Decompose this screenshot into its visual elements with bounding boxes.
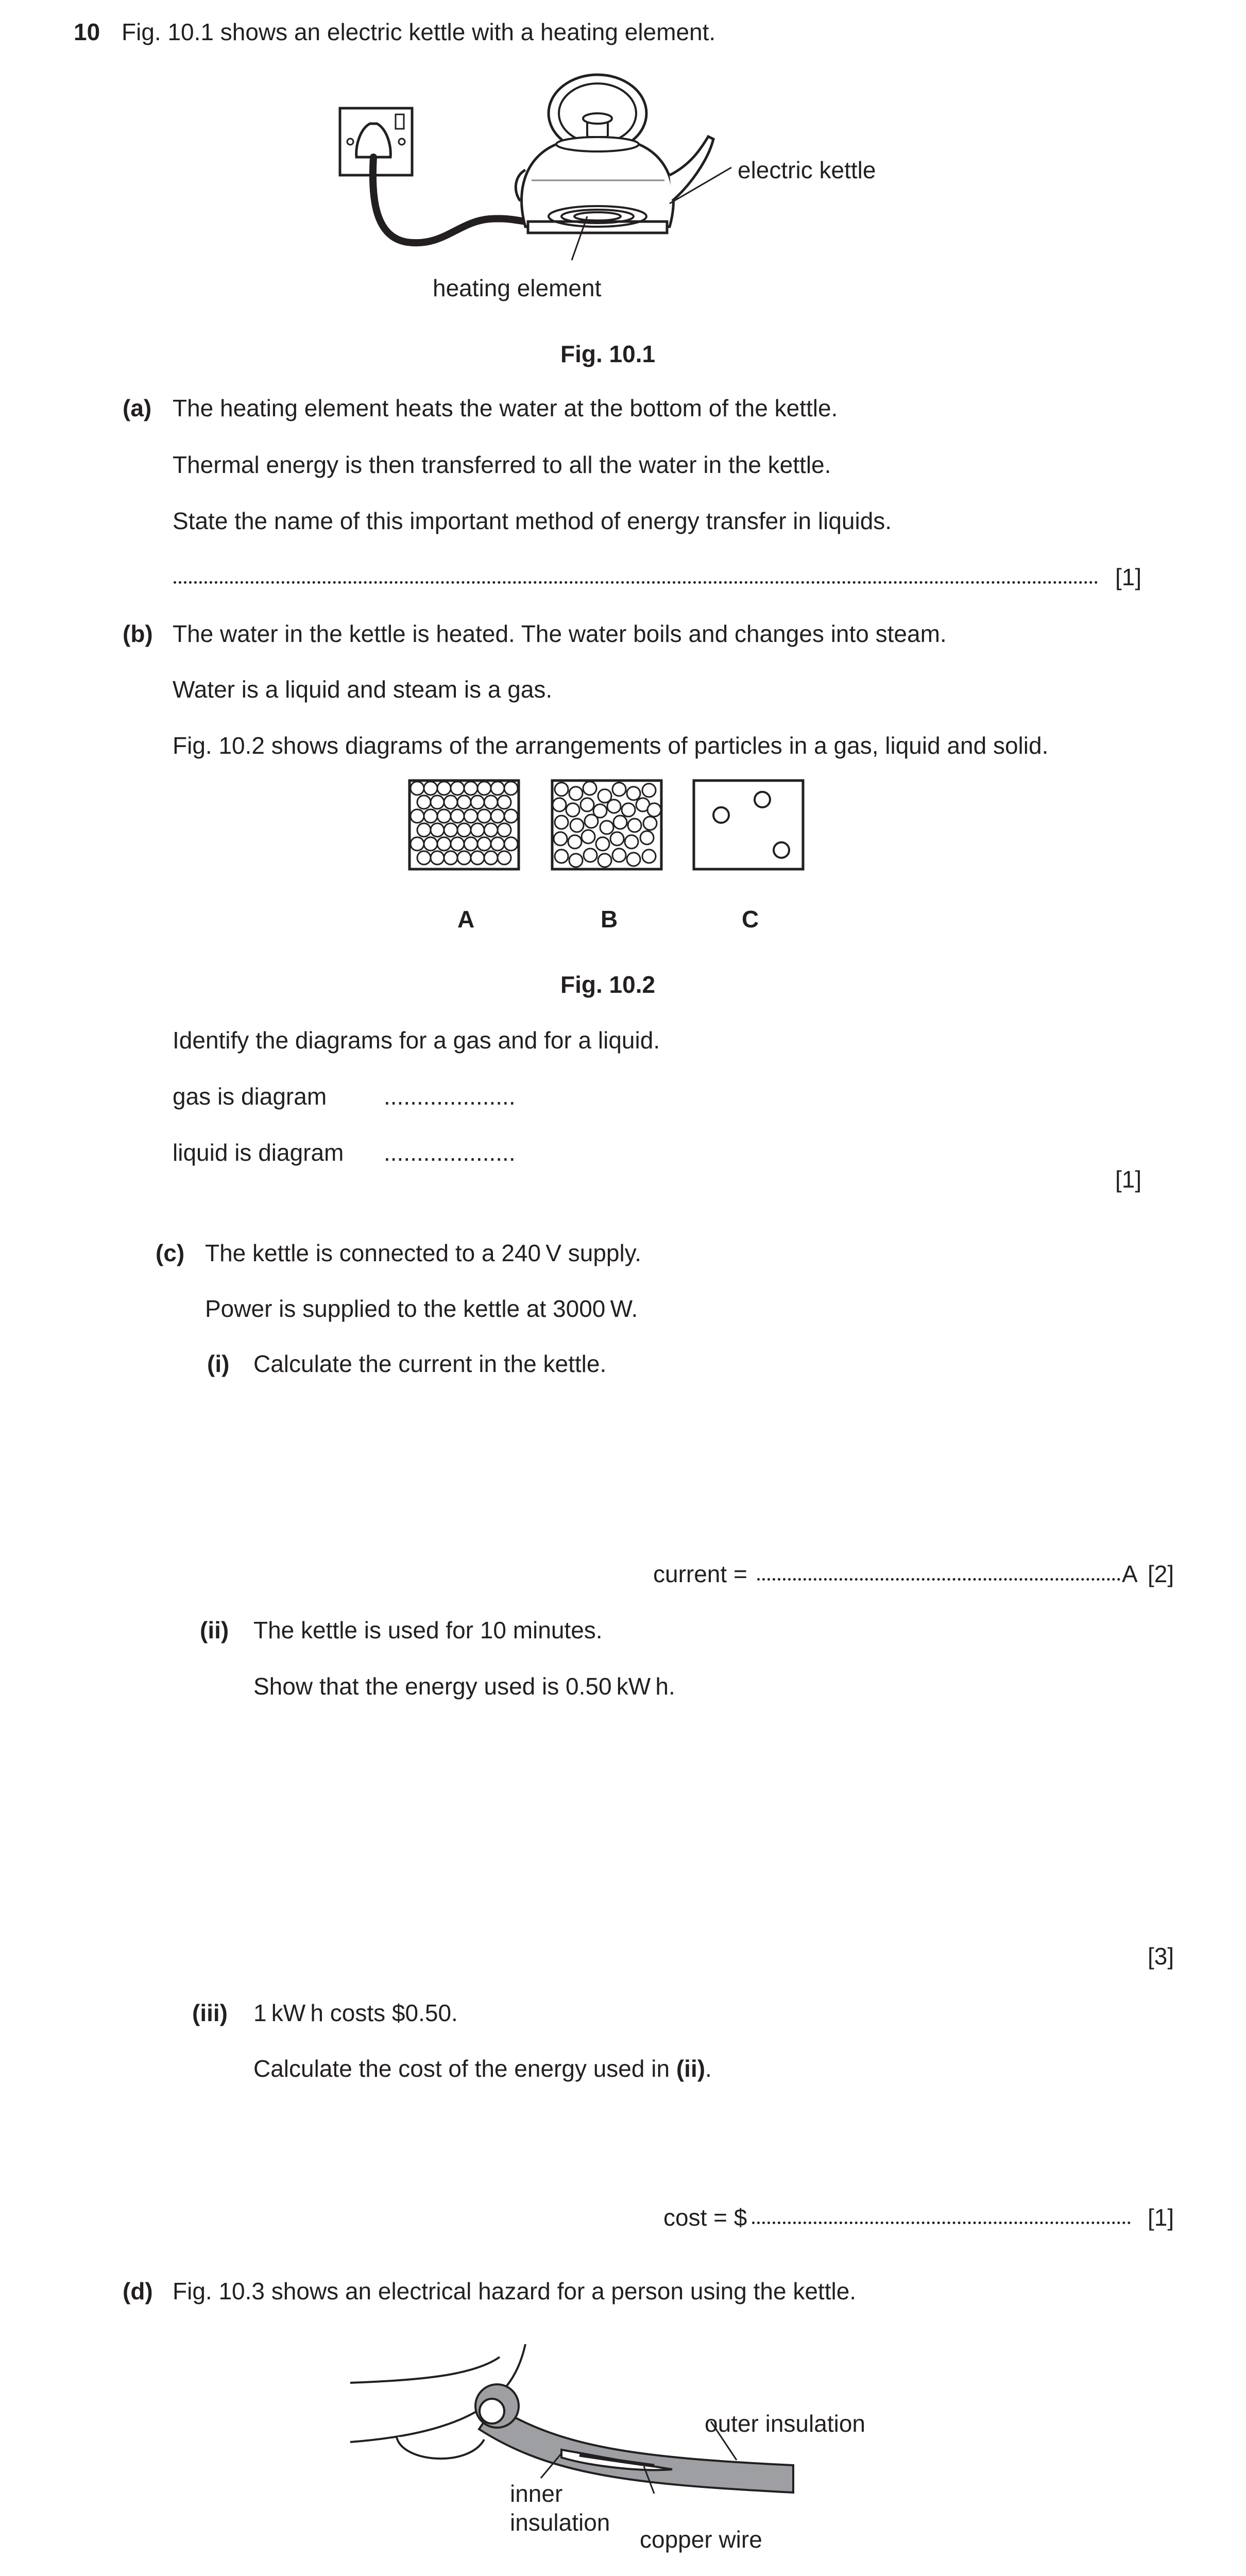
- particle: [607, 800, 621, 813]
- particle: [625, 835, 638, 849]
- particle: [444, 851, 457, 865]
- gas-particle: [755, 792, 770, 807]
- cost-answer-line[interactable]: [752, 2222, 1131, 2224]
- particle: [622, 803, 635, 817]
- particle: [491, 837, 504, 851]
- particle: [612, 849, 626, 862]
- particle: [444, 823, 457, 837]
- particle: [411, 782, 424, 795]
- part-b-instruction: Identify the diagrams for a gas and for a liquid.: [173, 1027, 660, 1054]
- particle: [491, 809, 504, 823]
- particle: [643, 817, 657, 830]
- particle: [504, 809, 518, 823]
- kettle-icon: [516, 75, 713, 233]
- particle: [471, 823, 484, 837]
- part-b-line2: Water is a liquid and steam is a gas.: [173, 676, 553, 703]
- fig-10-1-caption: Fig. 10.1: [560, 341, 656, 367]
- particle: [451, 837, 464, 851]
- particle: [596, 837, 609, 851]
- label-inner-insulation-1: inner: [510, 2480, 563, 2507]
- particle: [612, 783, 626, 796]
- part-b-label: (b): [123, 620, 153, 647]
- particle-diagrams: [407, 778, 809, 873]
- particle: [581, 798, 594, 811]
- gas-particle: [713, 807, 729, 823]
- part-a-label: (a): [123, 395, 152, 421]
- part-d-label: (d): [123, 2278, 153, 2304]
- particle: [498, 795, 511, 809]
- gas-answer-field[interactable]: ....................: [384, 1083, 516, 1110]
- cost-answer-prefix: cost = $: [663, 2204, 747, 2231]
- particle: [471, 795, 484, 809]
- particle: [569, 787, 583, 800]
- particle: [504, 837, 518, 851]
- particle: [504, 782, 518, 795]
- particle: [424, 837, 437, 851]
- particle: [424, 782, 437, 795]
- particle: [484, 851, 498, 865]
- diagram-b-label: B: [601, 906, 618, 933]
- current-answer-line[interactable]: [757, 1578, 1120, 1581]
- particle: [585, 815, 598, 828]
- particle: [600, 821, 613, 834]
- particle: [610, 832, 624, 845]
- particle: [424, 809, 437, 823]
- part-c-iii-text2: [253, 2055, 712, 2083]
- particle: [582, 830, 595, 843]
- particle: [477, 809, 491, 823]
- fig-10-2-caption: Fig. 10.2: [560, 971, 656, 998]
- part-c-iii-text1: 1 kW h costs $0.50.: [253, 1999, 458, 2026]
- particle: [437, 809, 451, 823]
- gas-label: gas is diagram: [173, 1083, 327, 1110]
- question-intro: Fig. 10.1 shows an electric kettle with a heating element.: [122, 19, 716, 45]
- particle: [640, 831, 654, 844]
- particle: [598, 854, 611, 867]
- particle: [642, 784, 656, 797]
- part-c-i-text: Calculate the current in the kettle.: [253, 1350, 607, 1377]
- particle: [431, 823, 444, 837]
- particle: [477, 782, 491, 795]
- part-a-line3: State the name of this important method of energy transfer in liquids.: [173, 507, 892, 534]
- particle: [491, 782, 504, 795]
- particle: [411, 837, 424, 851]
- part-c-ii-label: (ii): [200, 1617, 229, 1643]
- part-b-line1: The water in the kettle is heated. The water boils and changes into steam.: [173, 620, 947, 647]
- particle: [498, 851, 511, 865]
- part-c-iii-text2-post: .: [705, 2055, 712, 2082]
- part-b-line3: Fig. 10.2 shows diagrams of the arrangements of particles in a gas, liquid and solid.: [173, 732, 1049, 759]
- particle: [457, 851, 471, 865]
- particle: [553, 798, 566, 811]
- particle: [464, 837, 477, 851]
- diagram-c-label: C: [742, 906, 759, 933]
- damaged-cable-diagram: [345, 2329, 809, 2483]
- particle: [417, 851, 431, 865]
- particle: [627, 853, 640, 866]
- particle: [457, 795, 471, 809]
- particle: [628, 819, 641, 832]
- part-c-line1: The kettle is connected to a 240 V supply.: [205, 1240, 642, 1266]
- particle: [568, 835, 582, 849]
- particle: [431, 795, 444, 809]
- particle: [464, 782, 477, 795]
- part-a-line1: The heating element heats the water at the bottom of the kettle.: [173, 395, 838, 421]
- particle: [566, 803, 579, 817]
- particle: [484, 823, 498, 837]
- particle: [484, 795, 498, 809]
- particle: [498, 823, 511, 837]
- particle: [555, 850, 568, 863]
- part-c-iii-marks: [1]: [1148, 2204, 1174, 2231]
- particle: [569, 854, 583, 867]
- particle: [437, 837, 451, 851]
- part-c-i-marks: [2]: [1148, 1561, 1174, 1587]
- particle: [457, 823, 471, 837]
- part-c-i-label: (i): [207, 1350, 230, 1377]
- particle: [583, 782, 596, 795]
- part-a-answer-line[interactable]: [174, 581, 1098, 584]
- part-c-ii-marks: [3]: [1148, 1943, 1174, 1970]
- label-copper-wire: copper wire: [640, 2526, 762, 2553]
- question-number: 10: [74, 19, 100, 45]
- particle: [437, 782, 451, 795]
- current-answer-prefix: current =: [653, 1561, 747, 1587]
- particle: [584, 849, 597, 862]
- label-electric-kettle: electric kettle: [738, 157, 876, 183]
- particle: [417, 823, 431, 837]
- label-inner-insulation-2: insulation: [510, 2509, 610, 2536]
- particle: [477, 837, 491, 851]
- part-c-iii-label: (iii): [192, 1999, 228, 2026]
- label-heating-element: heating element: [433, 275, 602, 301]
- particle: [570, 819, 584, 832]
- part-c-line2: Power is supplied to the kettle at 3000 W.: [205, 1295, 638, 1322]
- liquid-answer-field[interactable]: ....................: [384, 1139, 516, 1166]
- kettle-diagram: [330, 67, 922, 309]
- part-a-marks: [1]: [1115, 564, 1142, 590]
- particle: [471, 851, 484, 865]
- particle: [464, 809, 477, 823]
- particle: [451, 782, 464, 795]
- part-d-line1: Fig. 10.3 shows an electrical hazard for a person using the kettle.: [173, 2278, 857, 2304]
- particle: [451, 809, 464, 823]
- particle: [411, 809, 424, 823]
- particle: [647, 803, 661, 817]
- particle: [417, 795, 431, 809]
- current-answer-unit: A: [1122, 1561, 1138, 1587]
- gas-particle: [774, 842, 789, 858]
- part-b-marks: [1]: [1115, 1166, 1142, 1193]
- part-c-ii-text2: Show that the energy used is 0.50 kW h.: [253, 1673, 675, 1700]
- part-c-iii-ref: (ii): [676, 2055, 706, 2082]
- particle: [627, 787, 640, 800]
- liquid-label: liquid is diagram: [173, 1139, 344, 1166]
- particle: [555, 783, 568, 796]
- part-c-ii-text1: The kettle is used for 10 minutes.: [253, 1617, 603, 1643]
- diagram-a-label: A: [457, 906, 475, 933]
- particle: [554, 832, 567, 845]
- particle: [431, 851, 444, 865]
- particle: [444, 795, 457, 809]
- part-a-line2: Thermal energy is then transferred to all the water in the kettle.: [173, 451, 831, 478]
- particle: [613, 816, 627, 829]
- particle: [642, 850, 656, 863]
- part-c-iii-text2-pre: Calculate the cost of the energy used in: [253, 2055, 676, 2082]
- part-c-label: (c): [156, 1240, 185, 1266]
- label-outer-insulation: outer insulation: [705, 2410, 865, 2437]
- particle: [555, 816, 568, 829]
